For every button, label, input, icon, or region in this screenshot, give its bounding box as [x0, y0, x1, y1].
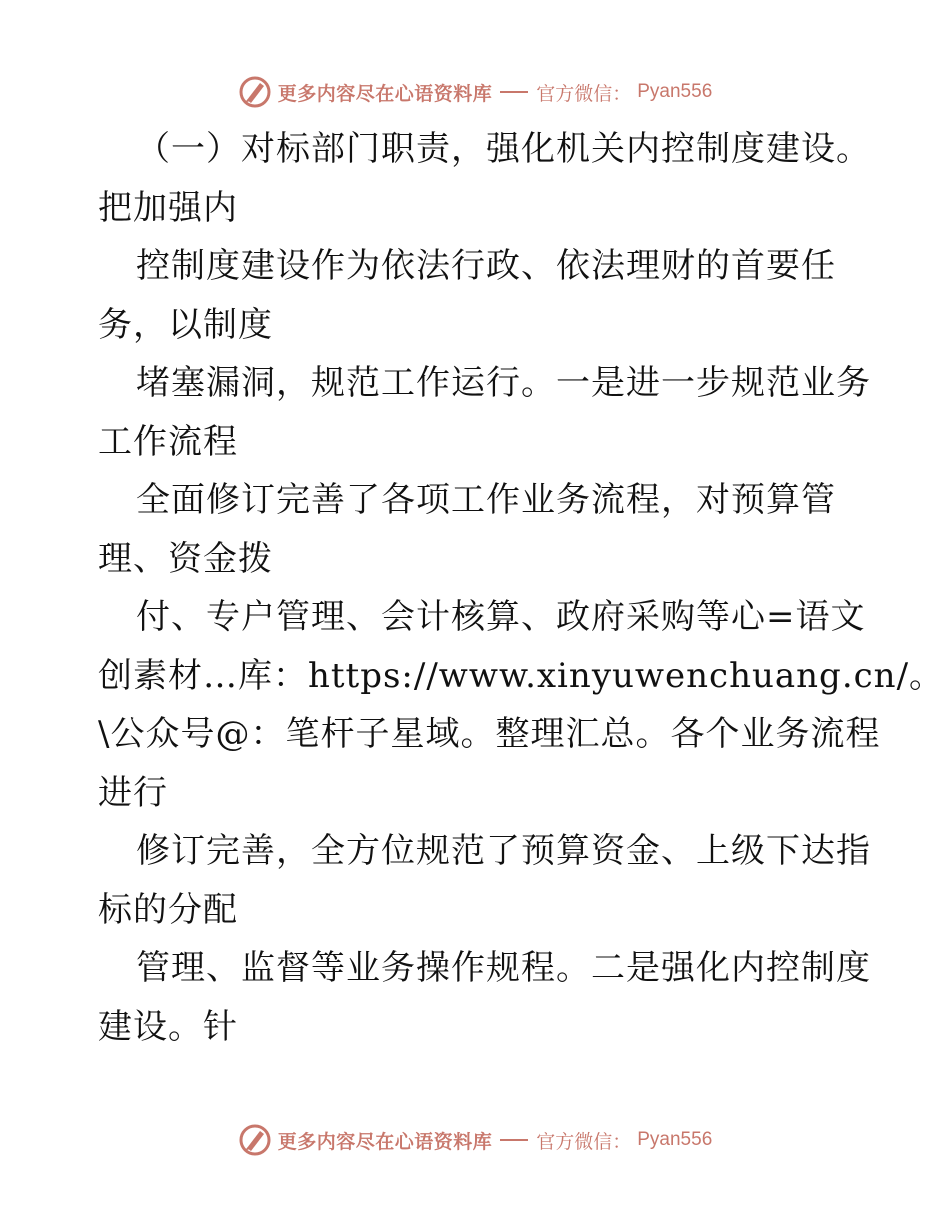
text-line: \公众号@：笔杆子星域。整理汇总。各个业务流程 [98, 714, 881, 754]
banner-wechat-label: 官方微信： [536, 1130, 632, 1153]
quill-pen-logo-icon [238, 1123, 272, 1157]
text-line: 创素材…库：https://www.xinyuwenchuang.cn/。 [98, 655, 945, 696]
text-line: 全面修订完善了各项工作业务流程，对预算管 [136, 480, 836, 520]
banner-site-text: 更多内容尽在心语资料库 [277, 1130, 493, 1153]
banner-wechat-label: 官方微信： [536, 82, 632, 105]
text-line: 建设。针 [98, 1006, 238, 1047]
footer-banner [0, 1120, 950, 1160]
banner-wechat-id: Pyan556 [637, 1129, 713, 1150]
text-line: 标的分配 [98, 889, 238, 930]
banner-divider [500, 1139, 528, 1141]
banner-divider [500, 91, 528, 93]
text-line: （一）对标部门职责，强化机关内控制度建设。 [136, 129, 871, 169]
text-line: 进行 [98, 772, 168, 813]
document-body [98, 120, 945, 1056]
quill-pen-logo-icon [238, 75, 272, 109]
text-line: 修订完善，全方位规范了预算资金、上级下达指 [136, 831, 871, 871]
header-banner [0, 72, 950, 112]
text-line: 付、专户管理、会计核算、政府采购等心=语文 [136, 597, 866, 637]
banner-site-text: 更多内容尽在心语资料库 [277, 82, 493, 105]
text-line: 务，以制度 [98, 304, 273, 345]
text-line: 工作流程 [98, 421, 238, 462]
text-line: 管理、监督等业务操作规程。二是强化内控制度 [136, 948, 871, 988]
text-line: 控制度建设作为依法行政、依法理财的首要任 [136, 246, 836, 286]
banner-wechat-id: Pyan556 [637, 81, 713, 102]
text-line: 堵塞漏洞，规范工作运行。一是进一步规范业务 [136, 363, 871, 403]
text-line: 理、资金拨 [98, 538, 273, 579]
text-line: 把加强内 [98, 187, 238, 228]
